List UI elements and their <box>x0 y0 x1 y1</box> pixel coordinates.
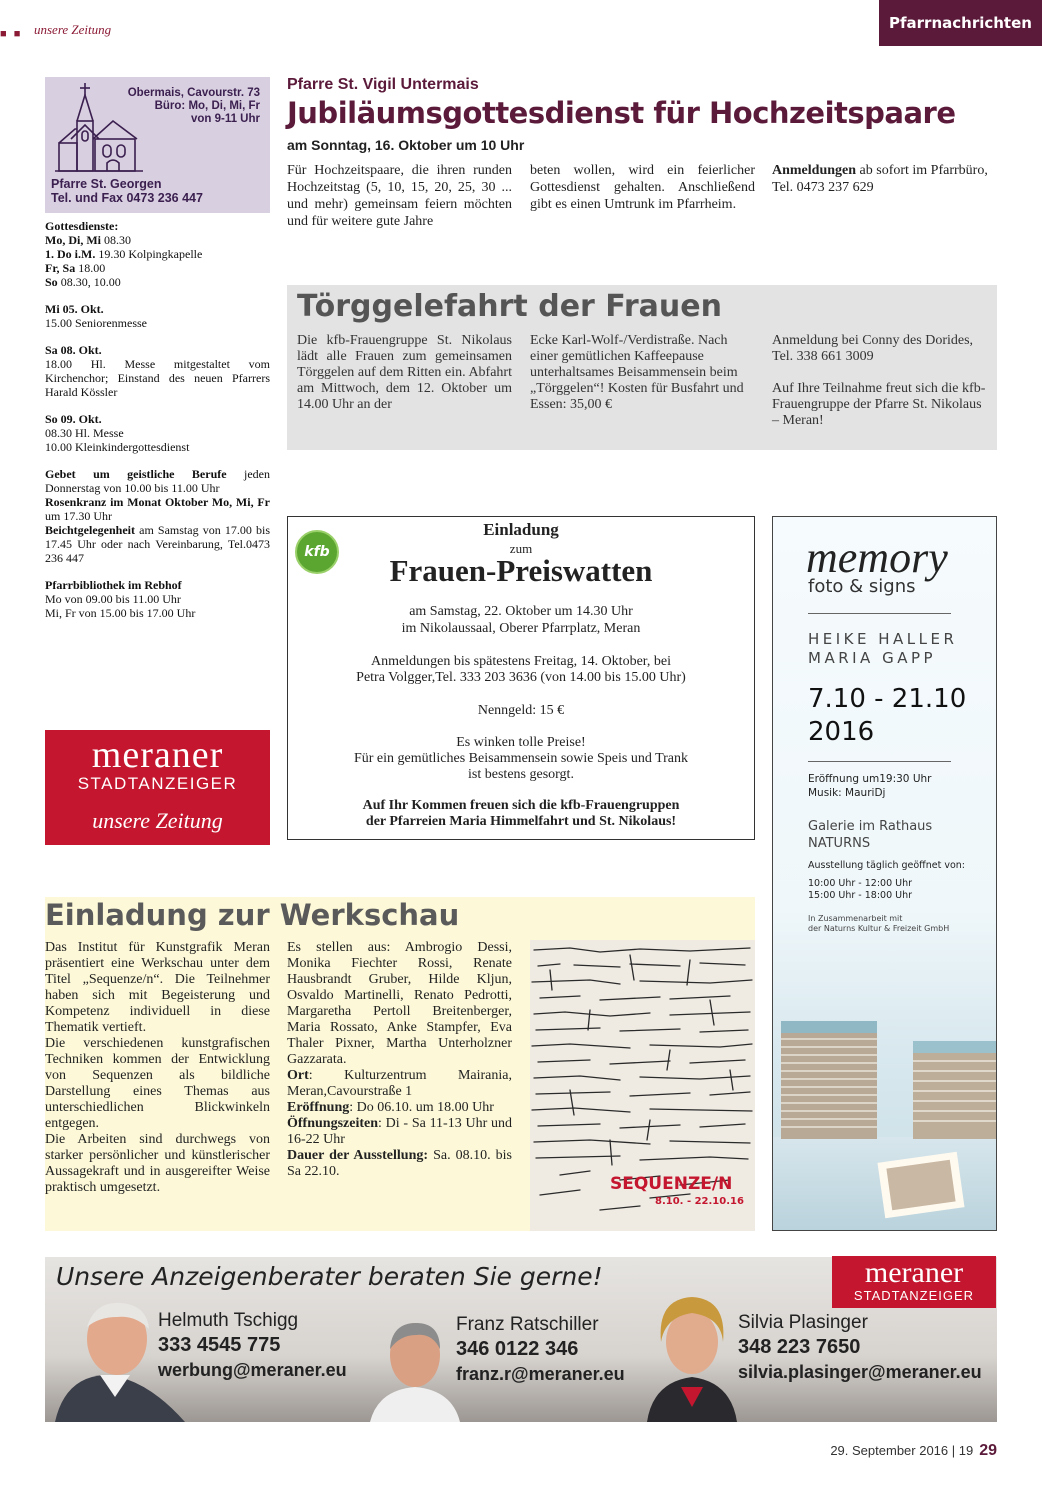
invitation-zum: zum <box>509 541 533 556</box>
page-footer <box>830 1442 997 1460</box>
hours-slot: 10:00 Uhr - 12:00 Uhr <box>808 878 913 889</box>
advisor-name: Silvia Plasinger <box>738 1312 868 1333</box>
duration-text: Sa. 08.10. bis Sa 22.10. <box>287 1148 512 1179</box>
artist-name: HEIKE HALLER <box>808 630 958 648</box>
photo-stack-image <box>773 987 997 1231</box>
venue-info <box>808 818 932 852</box>
coop-line: In Zusammenarbeit mit <box>808 914 903 923</box>
event-text: 10.00 Kleinkindergottesdienst <box>45 440 190 454</box>
article-subtitle: am Sonntag, 16. Oktober um 10 Uhr <box>287 137 525 153</box>
werkschau-paragraph: Die verschiedenen kunstgrafischen Techniken kommen der Entwicklung von Sequenzen als bildliche Darstellung eines Themas aus unterschiedlichen Blickwinkeln entgegen. <box>45 1036 270 1131</box>
meraner-logo-text: meraner <box>864 1256 964 1289</box>
advisor-photo <box>370 1315 460 1422</box>
rosary-label: Rosenkranz im Monat Oktober Mo, Mi, Fr <box>45 495 270 509</box>
daily-label: Ausstellung täglich geöffnet von: <box>808 860 965 871</box>
stadtanzeiger-text: STADTANZEIGER <box>77 774 238 793</box>
opening-label: Eröffnung <box>287 1100 350 1115</box>
venue-name: Galerie im Rathaus <box>808 819 933 834</box>
parish-info-box <box>45 77 270 213</box>
preiswatten-title: Frauen-Preiswatten <box>389 553 653 588</box>
registration-label: Anmeldungen <box>772 163 857 178</box>
advisor-card <box>158 1310 347 1382</box>
meraner-logo-ad <box>45 730 270 845</box>
advisor-email[interactable]: franz.r@meraner.eu <box>456 1364 625 1384</box>
toerggele-column: Die kfb-Frauengruppe St. Nikolaus lädt alle Frauen zum gemeinsamen Törggelen auf dem Ritten ein. Abfahrt am Mittwoch, dem 12. Oktober um 14.00 Uhr an der <box>297 333 512 412</box>
registration-text: ab sofort im Pfarrbüro, Tel. 0473 237 629 <box>772 163 988 195</box>
werkschau-column <box>287 940 512 1180</box>
library-hours: Mo von 09.00 bis 11.00 Uhr <box>45 592 181 606</box>
coop-line: der Naturns Kultur & Freizeit GmbH <box>808 924 950 933</box>
exhibition-dates <box>808 683 966 749</box>
article-column <box>772 162 997 196</box>
schedule-heading: Gottesdienste: <box>45 219 119 233</box>
advisor-name: Franz Ratschiller <box>456 1314 599 1335</box>
divider <box>808 761 951 762</box>
toerggele-column <box>772 333 987 429</box>
parish-phone: Tel. und Fax 0473 236 447 <box>51 191 203 205</box>
address-line: Obermais, Cavourstr. 73 <box>127 87 260 99</box>
invitation-label: Einladung <box>483 520 559 539</box>
schedule-day: Mo, Di, Mi <box>45 233 101 247</box>
exhibitors-list: Es stellen aus: Ambrogio Dessi, Monika Fiechter Rossi, Renate Hausbrandt Gruber, Hilde Kljun, Osvaldo Martinelli, Renato Pedrotti, Margaretha Pertoll Breitenberger, Maria Rossato, Anke Stampfer, Eva Thaler Pixner, Martha Unterholzner Gazzarata. <box>287 940 512 1067</box>
section-tab: Pfarrnachrichten <box>879 0 1042 46</box>
event-date: Mi 05. Okt. <box>45 302 104 316</box>
poster-title: SEQUENZE/N <box>610 1174 733 1194</box>
unsere-zeitung-text: unsere Zeitung <box>92 808 223 833</box>
hours-label: Öffnungszeiten <box>287 1116 378 1131</box>
event-text: 08.30 Hl. Messe <box>45 426 124 440</box>
advisors-title: Unsere Anzeigenberater beraten Sie gerne! <box>56 1262 603 1291</box>
advisor-card <box>738 1312 982 1384</box>
event-text: 18.00 Hl. Messe mitgestaltet vom Kirchenchor; Einstand des neuen Pfarrers Harald Kössler <box>45 357 270 399</box>
schedule-day: 1. Do i.M. <box>45 247 96 261</box>
advisor-photo <box>647 1287 737 1422</box>
parish-title: Pfarre St. Georgen <box>51 177 162 191</box>
memory-logo-sub: foto & signs <box>808 576 916 597</box>
poster-date: 8.10. - 22.10.16 <box>655 1196 744 1207</box>
music-info: Musik: MauriDj <box>808 787 886 799</box>
prayer-text: jeden Donnerstag von 10.00 bis 11.00 Uhr <box>45 467 270 495</box>
page-number: 29 <box>979 1442 997 1459</box>
cooperation-note <box>808 914 949 934</box>
header-dots: ■ ■ <box>0 28 23 40</box>
entry-fee: Nenngeld: 15 € <box>477 703 565 718</box>
prizes-line: Es winken tolle Preise! <box>456 735 586 750</box>
stadtanzeiger-text: STADTANZEIGER <box>853 1288 975 1303</box>
opening-text: : Do 06.10. um 18.00 Uhr <box>349 1100 494 1115</box>
werkschau-column <box>45 940 270 1196</box>
advisor-card <box>456 1314 625 1386</box>
location-label: Ort <box>287 1068 309 1083</box>
office-hours: von 9-11 Uhr <box>190 113 260 125</box>
artist-name: MARIA GAPP <box>808 649 937 667</box>
date-year: 2016 <box>808 717 875 747</box>
schedule-day: So <box>45 275 58 289</box>
sequenze-poster <box>530 940 755 1231</box>
location-text: : Kulturzentrum Mairania, Meran,Cavourstraße 1 <box>287 1068 512 1099</box>
toerggele-contact: Anmeldung bei Conny des Dorides, Tel. 338 661 3009 <box>772 333 974 364</box>
toerggele-column: Ecke Karl-Wolf-/Verdistraße. Nach einer gemütlichen Kaffeepause unterhaltsames Beisammensein beim „Törggelen“! Kosten für Busfahrt und Essen: 35,00 € <box>530 333 744 412</box>
hours-text: : Di - Sa 11-13 Uhr und 16-22 Uhr <box>287 1116 512 1147</box>
advisor-name: Helmuth Tschigg <box>158 1310 299 1331</box>
opening-info <box>808 772 931 800</box>
toerggele-closing: Auf Ihre Teilnahme freut sich die kfb-Frauengruppe der Pfarre St. Nikolaus – Meran! <box>772 381 986 428</box>
meraner-logo <box>832 1256 996 1308</box>
parish-name <box>51 177 203 205</box>
event-date: Sa 08. Okt. <box>45 343 102 357</box>
event-date-line: am Samstag, 22. Oktober um 14.30 Uhr <box>409 604 633 619</box>
schedule-day: Fr, Sa <box>45 261 76 275</box>
meraner-logo-text: meraner <box>91 734 224 776</box>
library-hours: Mi, Fr von 15.00 bis 17.00 Uhr <box>45 606 196 620</box>
memory-logo: memory <box>806 533 948 582</box>
article-column: Für Hochzeitspaare, die ihren runden Hochzeitstag (5, 10, 15, 20, 25, 30 ... und mehr) gemeinsam feiern möchten und für weitere gute Jahre <box>287 163 512 229</box>
werkschau-paragraph: Das Institut für Kunstgrafik Meran präsentiert eine Werkschau unter dem Titel „Sequenze/n“. Die Teilnehmer haben sich mit Begeisterung und Kompetenz individuell in diese Thematik vertieft. <box>45 940 270 1035</box>
schedule-time: 08.30, 10.00 <box>57 275 121 289</box>
artist-names <box>808 630 957 668</box>
food-line: Für ein gemütliches Beisammensein sowie Speis und Trank <box>353 751 689 766</box>
confession-text: am Samstag von 17.00 bis 17.45 Uhr oder nach Vereinbarung, Tel.0473 236 447 <box>45 523 270 565</box>
registration-contact: Petra Volgger,Tel. 333 203 3636 (von 14.00 bis 15.00 Uhr) <box>356 670 686 685</box>
advisor-phone[interactable]: 346 0122 346 <box>456 1338 579 1360</box>
article-kicker: Pfarre St. Vigil Untermais <box>287 76 479 93</box>
article-column: beten wollen, wird ein feierlicher Gottesdienst gehalten. Anschließend gibt es einen Umtrunk im Pfarrheim. <box>530 163 755 212</box>
advisor-email[interactable]: werbung@meraner.eu <box>158 1360 347 1380</box>
divider <box>808 613 951 614</box>
article-title: Jubiläumsgottesdienst für Hochzeitspaare <box>287 96 956 130</box>
rosary-text: um 17.30 Uhr <box>45 509 112 523</box>
schedule-time: 19.30 Kolpingkapelle <box>95 247 203 261</box>
prayer-label: Gebet um geistliche Berufe <box>45 467 227 481</box>
kfb-logo: kfb <box>295 530 339 574</box>
mass-schedule <box>45 219 270 633</box>
werkschau-title: Einladung zur Werkschau <box>45 898 460 932</box>
venue-town: NATURNS <box>808 836 871 851</box>
office-days: Büro: Mo, Di, Mi, Fr <box>154 100 260 112</box>
issue-date: 29. September 2016 | 19 <box>830 1443 974 1458</box>
publication-name: unsere Zeitung <box>34 22 112 37</box>
library-title: Pfarrbibliothek im Rebhof <box>45 578 182 592</box>
hours-slot: 15:00 Uhr - 18:00 Uhr <box>808 890 913 901</box>
advisor-phone[interactable]: 348 223 7650 <box>738 1336 861 1358</box>
advisor-phone[interactable]: 333 4545 775 <box>158 1334 281 1356</box>
toerggele-title: Törggelefahrt der Frauen <box>297 289 722 324</box>
event-location-line: im Nikolaussaal, Oberer Pfarrplatz, Meran <box>401 621 641 636</box>
schedule-time: 18.00 <box>75 261 106 275</box>
event-text: 15.00 Seniorenmesse <box>45 316 147 330</box>
date-range: 7.10 - 21.10 <box>808 684 967 714</box>
opening-time: Eröffnung um19:30 Uhr <box>808 773 932 785</box>
registration-line: Anmeldungen bis spätestens Freitag, 14. Oktober, bei <box>371 654 671 669</box>
food-line-2: ist bestens gesorgt. <box>468 767 574 782</box>
opening-hours <box>808 860 965 902</box>
closing-line: Auf Ihr Kommen freuen sich die kfb-Frauengruppen <box>362 798 680 813</box>
advisor-email[interactable]: silvia.plasinger@meraner.eu <box>738 1362 982 1382</box>
event-date: So 09. Okt. <box>45 412 102 426</box>
confession-label: Beichtgelegenheit <box>45 523 135 537</box>
schedule-time: 08.30 <box>101 233 131 247</box>
werkschau-paragraph: Die Arbeiten sind durchwegs von starker persönlicher und künstlerischer Aussagekraft und in ausgereifter Weise praktisch umgesetzt. <box>45 1132 270 1195</box>
parish-address <box>110 87 260 126</box>
closing-line-2: der Pfarreien Maria Himmelfahrt und St. Nikolaus! <box>365 814 677 829</box>
duration-label: Dauer der Ausstellung: <box>287 1148 429 1163</box>
